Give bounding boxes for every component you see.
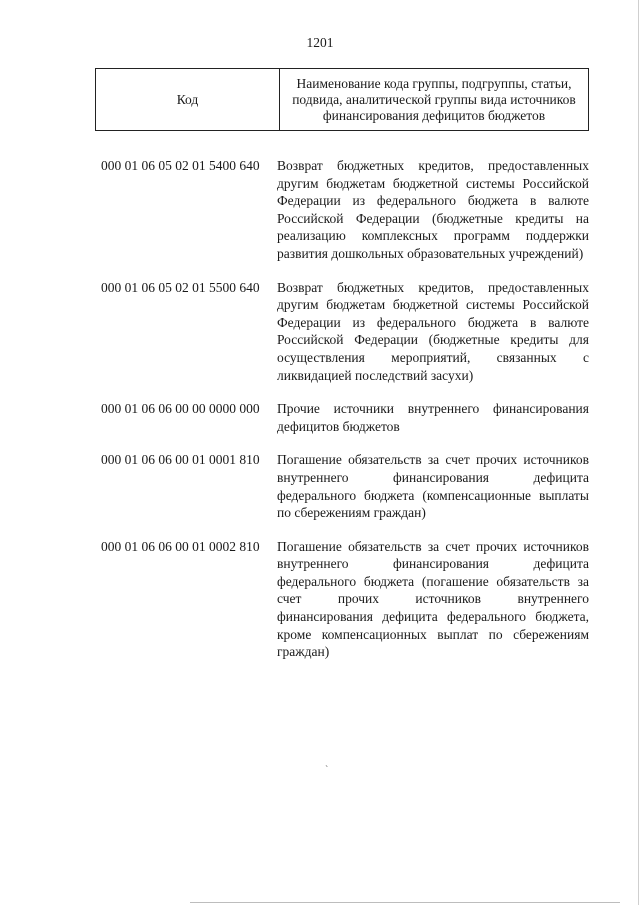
header-code-cell: Код	[96, 69, 280, 131]
entry-row	[101, 538, 589, 661]
entry-description: Погашение обязательств за счет прочих источников внутреннего финансирования дефицита федерального бюджета (компенсационные выплаты по сбережениям граждан)	[277, 452, 589, 521]
page-edge-right	[638, 0, 639, 905]
page-number: 1201	[306, 35, 334, 50]
entry-code: 000 01 06 05 02 01 5500 640	[101, 279, 260, 295]
entry-code: 000 01 06 06 00 00 0000 000	[101, 401, 260, 417]
header-table	[95, 68, 589, 131]
stray-mark: `	[325, 765, 329, 776]
entry-code: 000 01 06 06 00 01 0002 810	[101, 538, 260, 554]
entry-description: Возврат бюджетных кредитов, предоставленных другим бюджетам бюджетной системы Российской Федерации из федерального бюджета в валюте Российской Федерации (бюджетные кредиты на реализацию комплексных программ поддержки развития дошкольных образовательных учреждений)	[277, 158, 589, 261]
entry-description: Погашение обязательств за счет прочих источников внутреннего финансирования дефицита федерального бюджета (погашение обязательств за счет прочих источников внутреннего финансирования дефицита федерального бюджета, кроме компенсационных выплат по сбережениям граждан)	[277, 538, 589, 660]
page-edge-bottom	[190, 902, 620, 903]
entries-list	[101, 157, 589, 677]
entry-row	[101, 279, 589, 385]
entry-row	[101, 157, 589, 263]
entry-code: 000 01 06 05 02 01 5400 640	[101, 158, 260, 173]
header-name-cell: Наименование кода группы, подгруппы, статьи, подвида, аналитической группы вида источников финансирования дефицитов бюджетов	[280, 69, 589, 131]
entry-description: Возврат бюджетных кредитов, предоставленных другим бюджетам бюджетной системы Российской Федерации из федерального бюджета в валюте Российской Федерации (бюджетные кредиты для осуществления мероприятий, связанных с ликвидацией последствий засухи)	[277, 279, 589, 383]
entry-description: Прочие источники внутреннего финансирования дефицитов бюджетов	[277, 401, 589, 434]
header-row	[96, 69, 589, 131]
entry-row	[101, 451, 589, 521]
entry-code: 000 01 06 06 00 01 0001 810	[101, 452, 260, 468]
entry-row	[101, 400, 589, 435]
